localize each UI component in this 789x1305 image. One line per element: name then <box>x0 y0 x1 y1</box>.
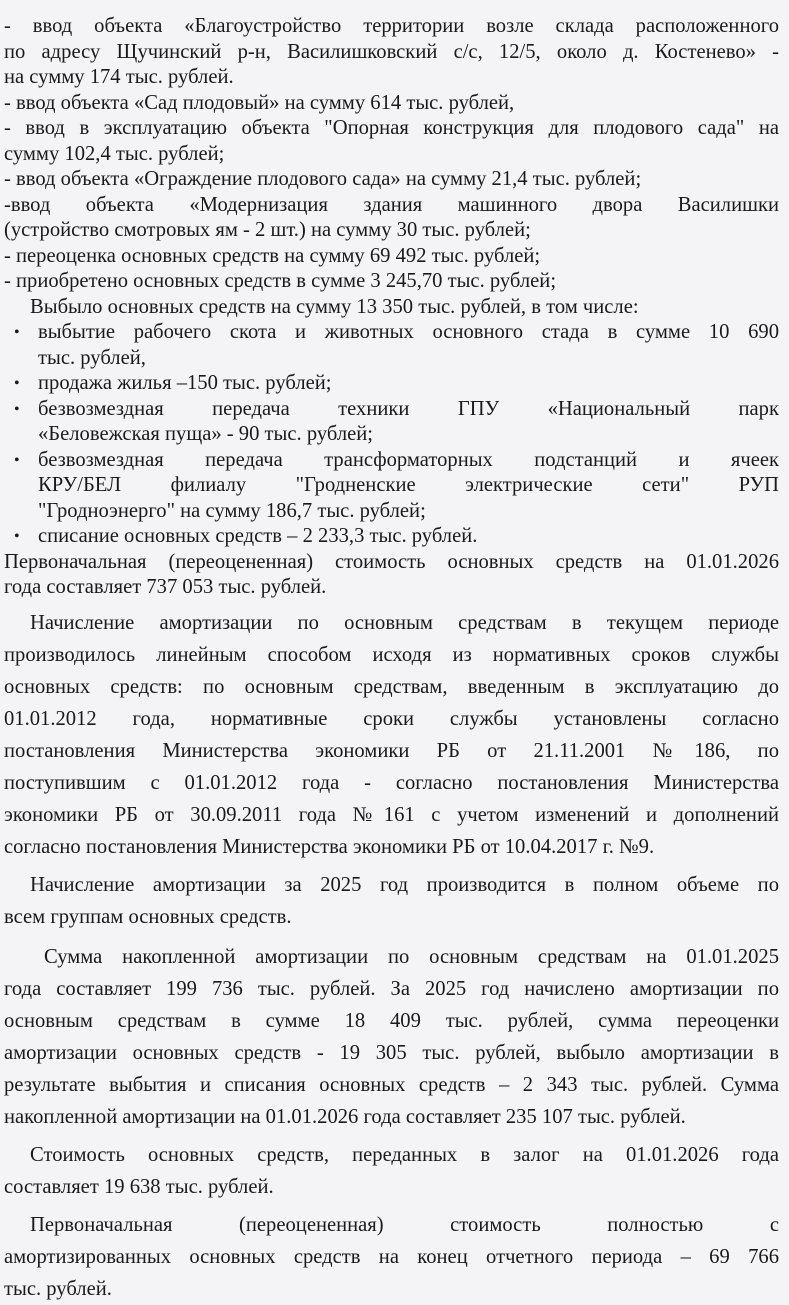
text-line: сумму 102,4 тыс. рублей; <box>4 142 225 165</box>
depreciation-2025-paragraph <box>4 869 779 933</box>
text-line: - ввод объекта «Ограждение плодового сада» на сумму 21,4 тыс. рублей; <box>4 168 642 190</box>
text-line: Первоначальная (переоцененная) стоимость полностью с <box>30 1213 779 1236</box>
text-line: года составляет 737 053 тыс. рублей. <box>4 576 327 598</box>
list-item <box>4 269 779 295</box>
text-line: - ввод объекта «Сад плодовый» на сумму 614 тыс. рублей, <box>4 91 515 114</box>
list-item <box>4 116 779 167</box>
list-item <box>4 397 779 448</box>
text-line: постановления Министерства экономики РБ от 21.11.2001 №186, по <box>4 739 779 762</box>
list-item <box>4 448 779 525</box>
text-line: (устройство смотровых ям - 2 шт.) на сумму 30 тыс. рублей; <box>4 219 531 241</box>
text-line: амортизации основных средств - 19 305 тыс. рублей, выбыло амортизации в <box>4 1041 779 1064</box>
text-line: - ввод объекта «Благоустройство территории возле склада расположенного <box>4 15 779 37</box>
list-item <box>4 524 779 550</box>
text-line: 01.01.2012 года, нормативные сроки службы установлены согласно <box>4 707 779 730</box>
text-line: «Беловежская пуща» - 90 тыс. рублей; <box>38 423 373 445</box>
fully-depreciated-paragraph <box>4 1209 779 1305</box>
text-line: - приобретено основных средств в сумме 3 245,70 тыс. рублей; <box>4 270 557 292</box>
text-line: результате выбытия и списания основных средств – 2 343 тыс. рублей. Сумма <box>4 1073 779 1096</box>
text-line: основным средствам в сумме 18 409 тыс. рублей, сумма переоценки <box>4 1009 779 1032</box>
text-line: тыс. рублей. <box>4 1277 112 1300</box>
text-line: составляет 19 638 тыс. рублей. <box>4 1175 274 1198</box>
accumulated-depreciation-paragraph <box>4 941 779 1133</box>
bullet-icon: • <box>14 400 20 418</box>
text-line: тыс. рублей, <box>38 346 146 369</box>
depreciation-method-paragraph <box>4 607 779 863</box>
text-line: согласно постановления Министерства экономики РБ от 10.04.2017 г. №9. <box>4 835 655 858</box>
list-item <box>4 14 779 91</box>
disposal-list <box>4 320 779 550</box>
text-line: Сумма накопленной амортизации по основным средствам на 01.01.2025 <box>44 945 779 968</box>
text-line: продажа жилья –150 тыс. рублей; <box>38 372 332 394</box>
text-line: безвозмездная передача техники ГПУ «Национальный парк <box>38 397 779 420</box>
text-line: Стоимость основных средств, переданных в залог на 01.01.2026 года <box>30 1143 779 1166</box>
text-line: Первоначальная (переоцененная) стоимость основных средств на 01.01.2026 <box>4 550 779 573</box>
list-item <box>4 193 779 244</box>
text-line: накопленной амортизации на 01.01.2026 года составляет 235 107 тыс. рублей. <box>4 1105 686 1128</box>
text-line: года составляет 199 736 тыс. рублей. За 2025 год начислено амортизации по <box>4 977 779 1000</box>
pledge-paragraph <box>4 1139 779 1203</box>
list-item <box>4 320 779 371</box>
bullet-icon: • <box>14 451 20 469</box>
text-line: безвозмездная передача трансформаторных подстанций и ячеек <box>38 448 779 471</box>
text-line: Начисление амортизации по основным средствам в текущем периоде <box>30 611 779 634</box>
text-line: экономики РБ от 30.09.2011 года №161 с учетом изменений и дополнений <box>4 803 779 826</box>
list-item <box>4 371 779 397</box>
text-line: - ввод в эксплуатацию объекта "Опорная конструкция для плодового сада" на <box>4 117 779 139</box>
text-line: производилось линейным способом исходя из нормативных сроков службы <box>4 643 779 666</box>
text-line: основных средств: по основным средствам, введенным в эксплуатацию до <box>4 675 779 698</box>
text-line: на сумму 174 тыс. рублей. <box>4 66 234 88</box>
text-line: списание основных средств – 2 233,3 тыс. рублей. <box>38 525 478 547</box>
text-line: амортизированных основных средств на конец отчетного периода – 69 766 <box>4 1245 779 1268</box>
text-line: поступившим с 01.01.2012 года - согласно постановления Министерства <box>4 771 779 794</box>
text-line: всем группам основных средств. <box>4 905 292 928</box>
bullet-icon: • <box>14 324 20 341</box>
document-page <box>4 14 779 1305</box>
text-line: -ввод объекта «Модернизация здания машинного двора Василишки <box>4 193 779 216</box>
bullet-icon: • <box>14 528 20 545</box>
initial-cost-paragraph <box>4 550 779 601</box>
text-line: - переоценка основных средств на сумму 69 492 тыс. рублей; <box>4 244 541 267</box>
text-line: "Гродноэнерго" на сумму 186,7 тыс. рублей; <box>38 499 426 522</box>
list-item <box>4 167 779 193</box>
text-line: выбытие рабочего скота и животных основного стада в сумме 10 690 <box>38 321 779 343</box>
list-item <box>4 244 779 270</box>
text-line: Начисление амортизации за 2025 год производится в полном объеме по <box>30 873 779 896</box>
intro-list <box>4 14 779 295</box>
disposal-heading: Выбыло основных средств на сумму 13 350 тыс. рублей, в том числе: <box>30 295 639 318</box>
text-line: КРУ/БЕЛ филиалу "Гродненские электрические сети" РУП <box>38 474 779 496</box>
bullet-icon: • <box>14 375 20 392</box>
text-line: по адресу Щучинский р-н, Василишковский с/с, 12/5, около д. Костенево» - <box>4 40 779 63</box>
list-item <box>4 91 779 117</box>
